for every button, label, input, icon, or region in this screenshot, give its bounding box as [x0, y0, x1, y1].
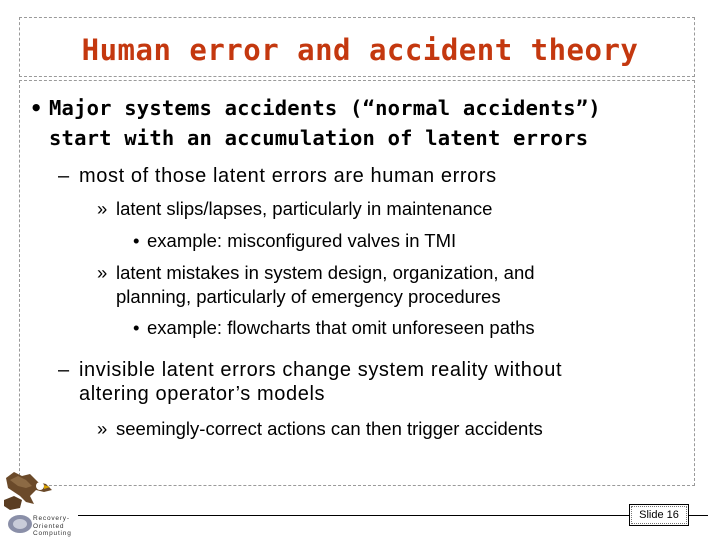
logo-wordmark — [33, 515, 83, 538]
bullet-text-line1: Major systems accidents (“normal accidents”) — [49, 96, 601, 120]
bullet-level1 — [30, 93, 680, 153]
arrow-marker: » — [97, 262, 108, 283]
dot-marker: • — [133, 317, 140, 338]
item-latent-slips — [97, 197, 667, 221]
bullet-marker: • — [30, 96, 43, 120]
sub-bullet-text-line2: altering operator’s models — [79, 383, 326, 405]
item-text: seemingly-correct actions can then trigger accidents — [116, 418, 543, 439]
item-seemingly-correct — [97, 417, 667, 441]
arrow-marker: » — [97, 198, 108, 219]
item-text-line2: planning, particularly of emergency procedures — [116, 286, 501, 307]
logo-line-3: Computing — [33, 530, 72, 537]
arrow-marker: » — [97, 418, 108, 439]
item-text-line1: latent mistakes in system design, organization, and — [116, 262, 535, 283]
dot-marker: • — [133, 230, 140, 251]
example-valves — [133, 229, 693, 253]
logo-line-1: Recovery- — [33, 515, 70, 522]
dash-marker: – — [58, 165, 70, 187]
sub-bullet-text: most of those latent errors are human errors — [79, 165, 497, 187]
example-text: example: flowcharts that omit unforeseen paths — [147, 317, 535, 338]
sub-bullet-text-line1: invisible latent errors change system reality without — [79, 359, 563, 381]
slide-number: Slide 16 — [631, 506, 687, 524]
sub-bullet-human-errors — [58, 164, 698, 188]
item-text: latent slips/lapses, particularly in maintenance — [116, 198, 493, 219]
slide-title: Human error and accident theory — [81, 33, 639, 67]
item-latent-mistakes — [97, 261, 667, 309]
sub-bullet-invisible-errors — [58, 358, 698, 406]
slide-number-box — [629, 504, 689, 526]
bullet-text-line2: start with an accumulation of latent errors — [49, 126, 589, 150]
footer-rule — [78, 515, 708, 516]
example-flowcharts — [133, 316, 693, 340]
dash-marker: – — [58, 359, 70, 381]
logo-line-2: Oriented — [33, 522, 65, 530]
example-text: example: misconfigured valves in TMI — [147, 230, 457, 251]
